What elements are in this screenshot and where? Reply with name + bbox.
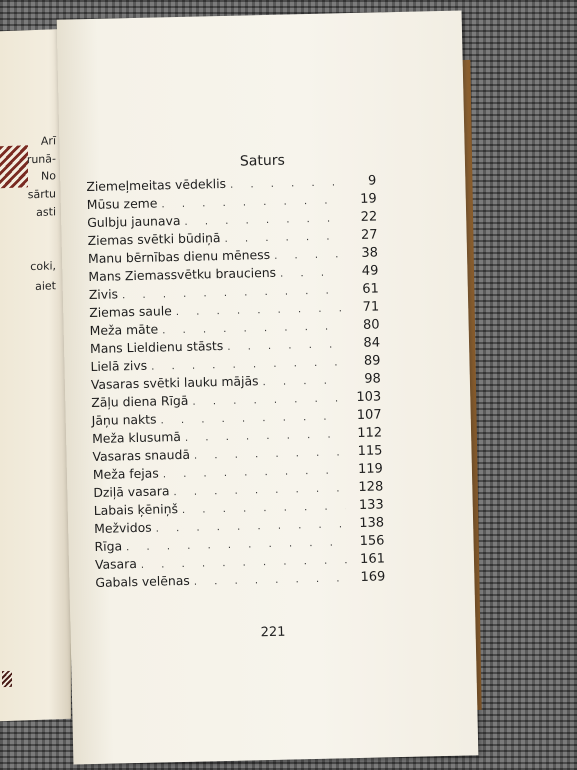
toc-entry-page: 27 bbox=[360, 227, 378, 243]
toc-entry-page: 156 bbox=[359, 533, 385, 549]
toc-entry-page: 128 bbox=[358, 479, 384, 495]
toc-entry-page: 112 bbox=[357, 425, 383, 441]
leader-dots bbox=[126, 537, 347, 553]
toc-entry-title: Zivis bbox=[88, 286, 119, 303]
toc-entry-title: Ziemas svētki būdiņā bbox=[87, 230, 221, 249]
toc-entry-title: Mūsu zeme bbox=[86, 195, 158, 213]
leader-dots bbox=[192, 393, 343, 407]
toc-entry-page: 22 bbox=[360, 209, 378, 225]
leader-dots bbox=[141, 555, 347, 571]
left-text-fragment: asti bbox=[36, 205, 56, 219]
leader-dots bbox=[173, 483, 345, 498]
toc-entry-title: Ziemeļmeitas vēdeklis bbox=[86, 175, 227, 195]
toc-entry-title: Lielā zivs bbox=[90, 357, 148, 375]
contents-page bbox=[57, 11, 479, 765]
ornament-decoration bbox=[0, 145, 28, 188]
leader-dots bbox=[182, 501, 346, 516]
toc-entry-page: 161 bbox=[359, 551, 386, 567]
ornament-mark bbox=[2, 671, 12, 687]
toc-entry-title: Rīga bbox=[94, 538, 123, 554]
left-text-fragment: Arī bbox=[40, 134, 56, 148]
toc-entry-title: Mans Lieldienu stāsts bbox=[89, 337, 224, 357]
toc-entry-page: 80 bbox=[362, 317, 380, 333]
toc-entry-title: Vasara bbox=[94, 556, 137, 572]
toc-entry-title: Dziļā vasara bbox=[93, 483, 170, 500]
left-text-fragment: runā- bbox=[26, 152, 56, 167]
leader-dots bbox=[194, 447, 345, 461]
toc-entry-title: Manu bērnības dienu mēness bbox=[87, 246, 271, 267]
leader-dots bbox=[230, 177, 339, 190]
page-number: 221 bbox=[260, 624, 286, 641]
toc-entry-title: Meža fejas bbox=[92, 465, 159, 482]
table-of-contents bbox=[86, 172, 385, 592]
leader-dots bbox=[161, 195, 339, 210]
toc-entry-page: 61 bbox=[362, 281, 379, 297]
toc-entry-page: 138 bbox=[359, 515, 385, 531]
toc-entry-page: 38 bbox=[361, 245, 379, 261]
toc-entry-title: Meža māte bbox=[89, 321, 159, 339]
leader-dots bbox=[163, 465, 345, 480]
leader-dots bbox=[280, 267, 341, 279]
toc-entry-page: 107 bbox=[356, 407, 382, 423]
toc-entry-page: 115 bbox=[357, 443, 383, 459]
leader-dots bbox=[227, 339, 342, 353]
toc-entry-page: 169 bbox=[360, 569, 386, 585]
toc-entry-page: 71 bbox=[362, 299, 380, 315]
leader-dots bbox=[185, 429, 344, 444]
left-text-fragment: No bbox=[41, 169, 56, 183]
leader-dots bbox=[156, 519, 347, 534]
leader-dots bbox=[176, 303, 342, 318]
toc-entry-title: Gabals velēnas bbox=[95, 572, 190, 590]
leader-dots bbox=[274, 249, 340, 261]
leader-dots bbox=[151, 357, 343, 372]
toc-entry-title: Meža klusumā bbox=[91, 428, 182, 446]
toc-entry-page: 98 bbox=[364, 371, 382, 387]
toc-entry-page: 103 bbox=[356, 389, 382, 405]
toc-entry-title: Vasaras snaudā bbox=[92, 446, 191, 464]
toc-entry-page: 84 bbox=[363, 335, 381, 351]
toc-entry-title: Mans Ziemassvētku brauciens bbox=[88, 264, 277, 285]
left-text-fragment: aiet bbox=[35, 279, 56, 294]
leader-dots bbox=[162, 321, 342, 336]
left-text-fragment: sārtu bbox=[27, 187, 56, 202]
toc-entry-page: 133 bbox=[358, 497, 384, 513]
toc-entry-title: Vasaras svētki lauku mājās bbox=[90, 373, 259, 393]
toc-entry-title: Jāņu nakts bbox=[91, 411, 157, 428]
toc-entry-title: Zāļu diena Rīgā bbox=[91, 392, 189, 410]
toc-entry-page: 9 bbox=[367, 173, 377, 189]
toc-entry-title: Gulbju jaunava bbox=[87, 212, 181, 231]
leader-dots bbox=[122, 285, 341, 301]
left-text-fragment: coki, bbox=[30, 259, 56, 274]
toc-heading: Saturs bbox=[239, 152, 285, 170]
toc-entry-page: 89 bbox=[363, 353, 381, 369]
toc-entry-title: Labais ķēniņš bbox=[93, 501, 179, 518]
leader-dots bbox=[160, 411, 343, 426]
toc-entry-page: 119 bbox=[357, 461, 384, 477]
leader-dots bbox=[224, 231, 339, 245]
toc-entry-page: 19 bbox=[360, 191, 377, 207]
toc-entry-title: Mežvidos bbox=[93, 519, 152, 536]
leader-dots bbox=[262, 375, 343, 388]
toc-entry-page: 49 bbox=[361, 263, 379, 279]
toc-entry-title: Ziemas saule bbox=[89, 303, 172, 321]
leader-dots bbox=[194, 573, 348, 587]
leader-dots bbox=[184, 213, 339, 228]
